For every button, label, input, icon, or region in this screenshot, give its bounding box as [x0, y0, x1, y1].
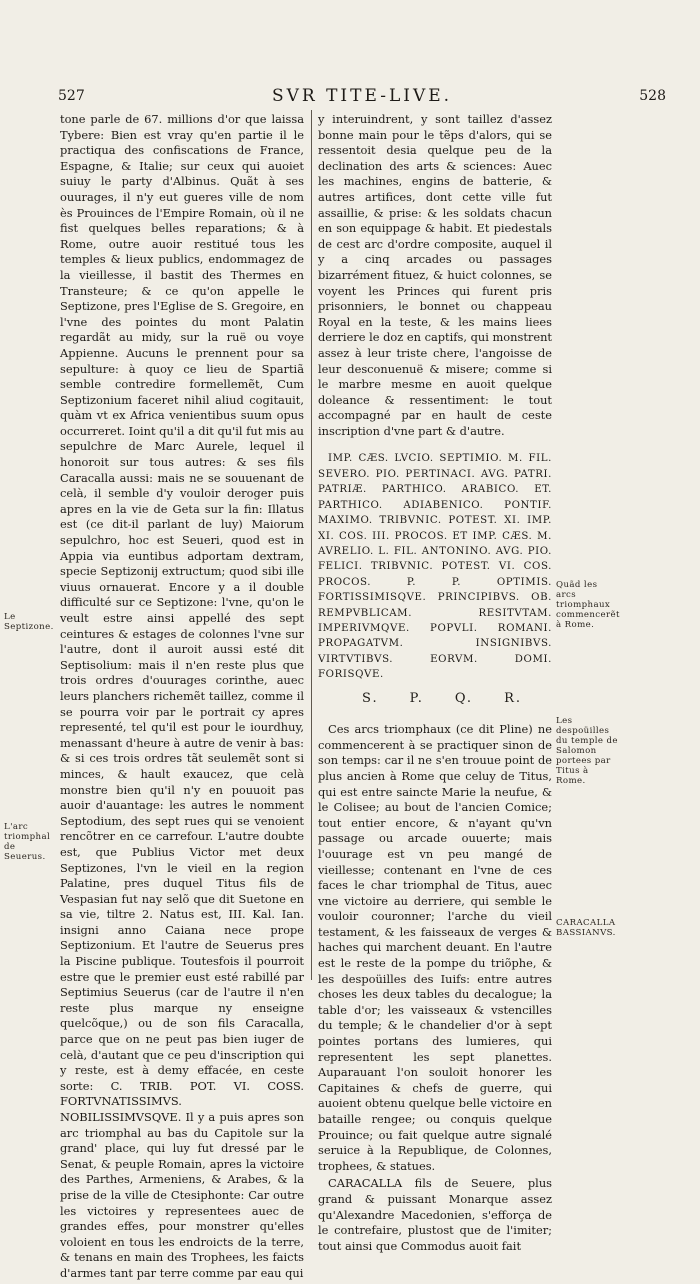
- page-number-left: 527: [58, 88, 85, 104]
- spqr-letter: P.: [409, 690, 424, 706]
- running-title: SVR TITE-LIVE.: [271, 86, 453, 106]
- left-column-text: tone parle de 67. millions d'or que laissa Tybere: Bien est vray qu'en partie il le practiqua des confiscations de France, Espagne, & Italie; sur ceux qui auoiet suiuy le party d'Albinus. Quãt à ses ouurages, il n'y eut gueres ville de nom ès Prouinces de l'Empire Romain, où il ne fist quelques belles reparations; & à Rome, outre auoir restitué tous les temples & lieux publics, endommagez de la vieillesse, il bastit des Thermes en Transteure; & ce qu'on appelle le Septizone, pres l'Eglise de S. Gregoire, en l'vne des pointes du mont Palatin regardãt au midy, sur la ruë ou voye Appienne. Aucuns le prennent pour sa sepulture: à quoy ce lieu de Spartiã semble contredire formellemẽt, Cum Septizonium faceret nihil aliud cogitauit, quàm vt ex Africa venientibus suum opus occurreret. Ioint qu'il a dit qu'il fut mis au sepulchre de Marc Aurele, lequel il honoroit sur tous autres: & ses fils Caracalla aussi: mais ne se souuenant de celà, il semble d'y vouloir deroger puis apres en la vie de Geta sur la fin: Illatus est (ce dit-il parlant de luy) Maiorum sepulchro, hoc est Seueri, quod est in Appia via euntibus adportam dextram, specie Septizonij extructum; quod sibi ille viuus ornauerat. Encore y a il double difficulté sur ce Septizone: l'vne, qu'on le veult estre ainsi appellé des sept ceintures & estages de colonnes l'vne sur l'autre, dont il auroit aussi esté dit Septisolium: mais il n'en reste plus que trois ordres d'ouurages corinthe, auec leurs planchers richemẽt taillez, comme il se pourra voir par le portrait cy apres representé, tel qu'il est pour le iourdhuy, menassant d'heure à autre de venir à bas: & si ces trois ordres tãt seulemẽt sont si minces, & hault exaucez, que celà monstre bien qu'il n'y en pouuoit pas auoir d'auantage: les autres le nomment Septodium, des sept rues qui se venoient rencõtrer en ce carrefour. L'autre doubte est, que Publius Victor met deux Septizones, l'vn le vieil en la region Palatine, pres duquel Titus fils de Vespasian fut nay selõ que dit Suetone en sa vie, tiltre 2. Natus est, III. Kal. Ian. insigni anno Caiana nece prope Septizonium. Et l'autre de Seuerus pres la Piscine publique. Toutesfois il pourroit estre que le premier eust esté rabillé par Septimius Seuerus (car de l'autre il n'en reste plus marque ny enseigne quelcõque,) ou de son fils Caracalla, parce que on ne peut pas bien iuger de celà, d'autant que ce peu d'inscription qui y reste, est à demy effacée, en ceste sorte: C. TRIB. POT. VI. COSS. FORTVNATISSIMVS. NOBILISSIMVSQVE. Il y a puis apres son arc triomphal au bas du Capitole sur la grand' place, qui luy fut dressé par le Senat, & peuple Romain, apres la victoire des Parthes, Armeniens, & Arabes, & la prise de la ville de Ctesiphonte: Car outre les victoires y representees auec de grandes effes, pour monstrer qu'elles voloient en tous les endroicts de la terre, & tenans en main des Trophees, les faicts d'armes tant par terre comme par eau qui: [60, 112, 304, 1280]
- left-column: [60, 112, 304, 1284]
- margin-note-septizone: Le Septizone.: [4, 612, 54, 632]
- right-paragraph-1: y interuindrent, y sont taillez d'assez bonne main pour le tẽps d'alors, qui se ressentoit desia quelque peu de la declination des arts & sciences: Auec les machines, engins de batterie, & autres artifices, dont cette ville fut assaillie, & prise: & les soldats chacun en son equippage & habit. Et piedestals de cest arc d'ordre composite, auquel il y a cinq arcades ou passages bizarrément fituez, & huict colonnes, se voyent les Princes qui furent pris prisonniers, le bonnet ou chappeau Royal en la teste, & les mains liees derriere le doz en captifs, qui monstrent assez à leur triste chere, l'angoisse de leur desconuenuë & misere; comme si le marbre mesme en auoit quelque doleance & ressentiment: le tout accompagné par en hault de ceste inscription d'vne part & d'autre.: [318, 112, 552, 438]
- margin-note-despouilles: Les despoüilles du temple de Salomon portees par Titus à Rome.: [556, 716, 618, 786]
- spqr: [318, 691, 552, 707]
- running-head: [58, 86, 666, 108]
- spqr-letter: S.: [362, 690, 379, 706]
- margin-note-arc-seuerus: L'arc triomphal de Seuerus.: [4, 822, 51, 862]
- column-divider: [311, 110, 312, 980]
- right-paragraph-2: Ces arcs triomphaux (ce dit Pline) ne commencerent à se practiquer sinon de son temps: car il ne s'en trouue point de plus ancien à Rome que celuy de Titus, qui est entre saincte Marie la neufue, & le Colisee; au bout de l'ancien Comice; tout entier encore, & n'ayant qu'vn passage ou arcade ouuerte; mais l'ouurage est vn peu mangé de vieillesse; contenant en l'vne de ces faces le char triomphal de Titus, auec vne victoire au derriere, qui semble le vouloir couronner; l'arche du vieil testament, & les faisseaux de verges & haches qui marchent deuant. En l'autre est le reste de la pompe du triõphe, & les despoüilles des Iuifs: entre autres choses les deux tables du decalogue; la table d'or; les vaisseaux & vstencilles du temple; & le chandelier d'or à sept pointes portans des lumieres, qui representent les sept planettes. Auparauant l'on souloit honorer les Capitaines & chefs de guerre, qui auoient obtenu quelque belle victoire en bataille rengee; ou conquis quelque Prouince; ou fait quelque autre signalé seruice à la Republique, de Colonnes, trophees, & statues.: [318, 722, 552, 1173]
- spqr-letter: Q.: [454, 690, 474, 706]
- right-paragraph-3: CARACALLA fils de Seuere, plus grand & puissant Monarque assez qu'Alexandre Macedonien, s'efforça de le contrefaire, plustost que de l'imiter; tout ainsi que Commodus auoit fait: [318, 1176, 552, 1253]
- right-column: [318, 112, 552, 1256]
- page-number-right: 528: [639, 88, 666, 104]
- margin-note-caracalla: CARACALLA BASSIANVS.: [556, 918, 616, 938]
- inscription: IMP. CÆS. LVCIO. SEPTIMIO. M. FIL. SEVERO. PIO. PERTINACI. AVG. PATRI. PATRIÆ. PARTHICO. ARABICO. ET. PARTHICO. ADIABENICO. PONTIF. MAXIMO. TRIBVNIC. POTEST. XI. IMP. XI. COS. III. PROCOS. ET IMP. CÆS. M. AVRELIO. L. FIL. ANTONINO. AVG. PIO. FELICI. TRIBVNIC. POTEST. VI. COS. PROCOS. P. P. OPTIMIS. FORTISSIMISQVE. PRINCIPIBVS. OB. REMPVBLICAM. RESITVTAM. IMPERIVMQVE. POPVLI. ROMANI. PROPAGATVM. INSIGNIBVS. VIRTVTIBVS. EORVM. DOMI. FORISQVE.: [318, 453, 552, 681]
- margin-note-arcs-triomphaux: Quãd les arcs triomphaux commencerẽt à Rome.: [556, 580, 620, 630]
- spqr-letter: R.: [504, 690, 522, 706]
